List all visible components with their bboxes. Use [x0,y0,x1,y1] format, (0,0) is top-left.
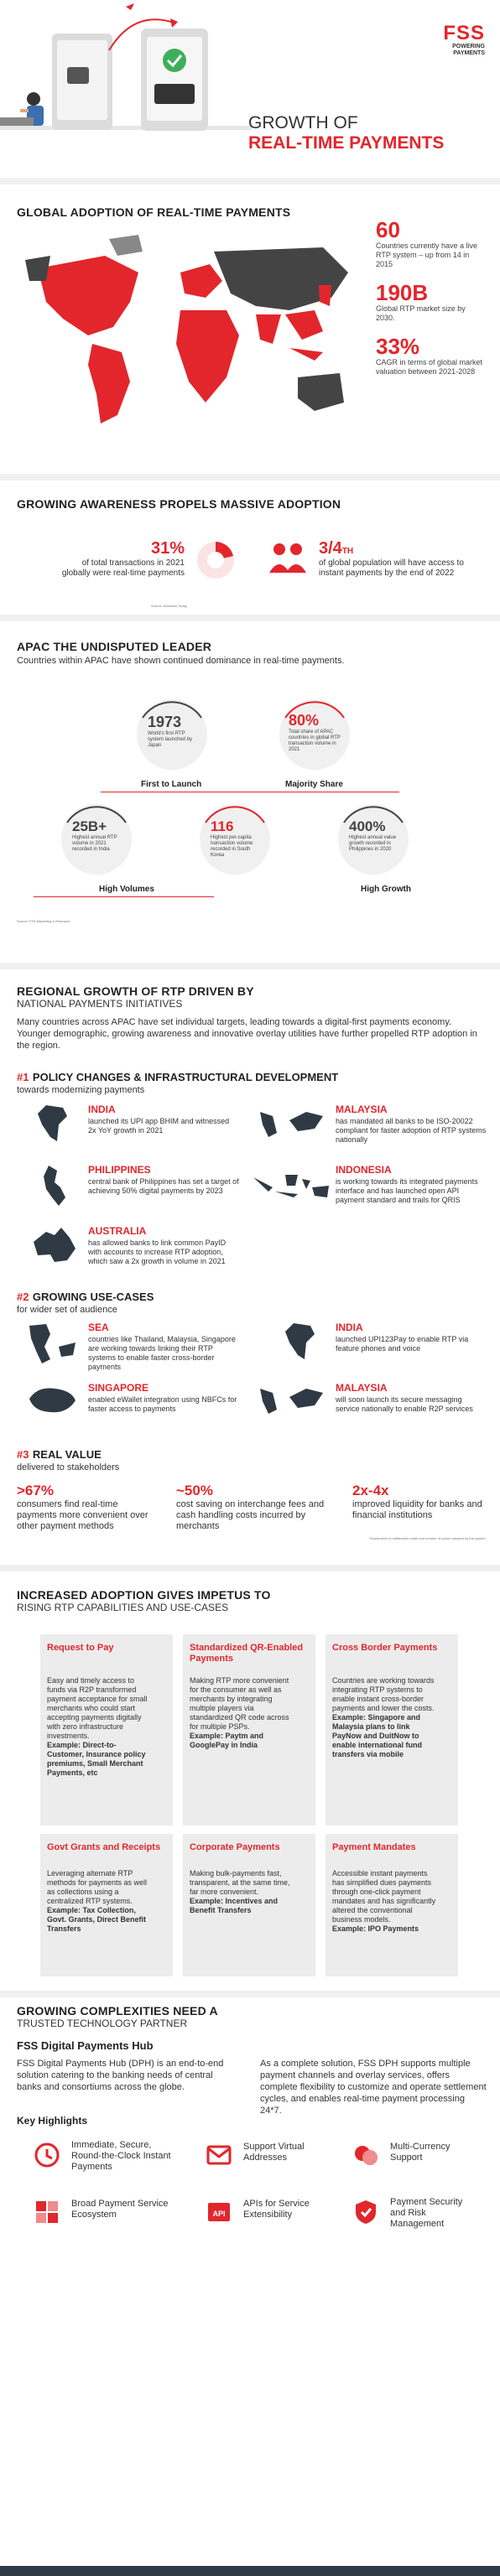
section-subtitle: towards modernizing payments [17,1085,145,1095]
bubble-value: 25B+ [72,818,107,834]
usecase-text: Accessible instant payments has simplified dues payments through one-click payment mandates and has significantly altered the conventional business models. [332,1869,436,1924]
impetus-subtitle: RISING RTP CAPABILITIES AND USE-CASES [17,1602,229,1613]
apac-subtitle: Countries within APAC have shown continued dominance in real-time payments. [17,656,345,666]
australia-map-icon [29,1225,80,1267]
global-adoption-section [0,184,500,474]
usecase-card [183,1634,315,1826]
source-note: Source: Business Today [151,604,187,608]
usecase-example: Example: Paytm and GooglePay in India [190,1732,264,1749]
highlight-label: Multi-Currency Support [390,2142,451,2163]
value-stat: >67% [17,1483,54,1498]
regional-intro: Many countries across APAC have set individual targets, leading towards a digital-first payments economy. Younger demographic, growing awareness and innovative overlay utilities have further propelled RTP adoption in the region. [17,1017,477,1051]
stat-text: of total transactions in 2021 globally were real-time payments [61,558,185,578]
section-number: #3 [17,1448,29,1461]
usecase-example: Example: IPO Payments [332,1924,419,1933]
country-text: enabled eWallet integration using NBFCs for faster access to payments [88,1395,237,1413]
usecase-example: Example: Singapore and Malaysia plans to link PayNow and DuitNow to enable international fund transfers via mobile [332,1713,423,1758]
india-map-icon [281,1322,323,1363]
pie-icon [195,539,237,581]
stat-text: CAGR in terms of global market valuation between 2021-2028 [376,358,483,376]
section-subtitle: for wider set of audience [17,1305,117,1315]
section-subtitle: delivered to stakeholders [17,1462,120,1472]
value-text: improved liquidity for banks and financial institutions [352,1499,482,1520]
country-name: INDIA [336,1322,363,1333]
complexities-section [0,1997,500,2566]
ecosystem-icon [34,2199,60,2225]
apac-label: First to Launch [141,780,202,789]
usecase-card [326,1834,458,1976]
usecase-example: Example: Direct-to-Customer, Insurance policy premiums, Small Merchant Payments, etc [47,1741,146,1777]
bubble-value: 116 [211,818,234,834]
india-map-icon [34,1104,76,1145]
usecase-title: Payment Mandates [332,1842,416,1852]
singapore-map-icon [25,1382,80,1420]
footer-bar [0,2566,500,2576]
source-note: Source: FSS Marketing & Research [17,919,70,923]
bubble-text: Highest annual RTP volume in 2021 recorded in India [72,835,117,852]
bubble-text: Highest annual value growth recorded in Philippines in 2020 [349,835,397,852]
impetus-title: INCREASED ADOPTION GIVES IMPETUS TO [17,1588,271,1602]
country-text: central bank of Philippines has set a target of achieving 50% digital payments by 2023 [88,1177,239,1195]
bubble-value: 400% [349,818,386,834]
value-stat: ~50% [176,1483,213,1498]
stat-value: 3/4 [319,539,342,558]
country-name: MALAYSIA [336,1382,388,1394]
stat-text: Countries currently have a live RTP system – up from 14 in 2015 [376,242,478,268]
stat-suffix: TH [341,547,354,556]
country-text: countries like Thailand, Malaysia, Singapore are working towards linking their RTP systems to enable faster cross-border payments [88,1335,236,1371]
usecase-card [40,1834,173,1976]
bubble-text: World's first RTP system launched by Japan [148,731,193,748]
stat-text: Global RTP market size by 2030. [376,304,466,322]
impetus-section [0,1571,500,1991]
usecase-title: Govt Grants and Receipts [47,1842,161,1852]
hub-text: FSS Digital Payments Hub (DPH) is an end-to-end solution catering to the banking needs of central banks and consortiums across the globe. [17,2059,224,2092]
awareness-section [0,480,500,615]
clock-icon [34,2142,60,2168]
value-text: cost saving on interchange fees and cash handling costs incurred by merchants [176,1499,325,1531]
global-title: GLOBAL ADOPTION OF REAL-TIME PAYMENTS [17,205,291,219]
usecase-card [326,1634,458,1826]
country-text: launched UPI123Pay to enable RTP via feature phones and voice [336,1335,469,1353]
section-number: #2 [17,1291,29,1303]
complexities-subtitle: TRUSTED TECHNOLOGY PARTNER [17,2018,188,2029]
usecase-text: Making RTP more convenient for the consumer as well as merchants by integrating multiple players via standardized QR code across for multiple PSPs. [190,1676,289,1731]
hub-text: As a complete solution, FSS DPH supports multiple payment channels and overlay services, offers complete flexibility to customize and operate settlement cycles, and enables real-time payment processing 24*7. [260,2059,487,2116]
sea-map-icon [21,1322,80,1368]
usecase-text: Leveraging alternate RTP methods for payments as well as collections using a centralized RTP systems. [47,1869,148,1905]
usecase-example: Example: Incentives and Benefit Transfers [190,1897,279,1914]
bubble-value: 1973 [148,714,182,730]
malaysia-map-icon [256,1384,327,1418]
country-text: has allowed banks to link common PayID with accounts to increase RTP adoption, which saw a 2x growth in volume in 2021 [88,1239,227,1265]
usecase-title: Corporate Payments [190,1842,280,1852]
bubble-value: 80% [289,712,320,729]
regional-title: REGIONAL GROWTH OF RTP DRIVEN BY [17,984,254,998]
section-title: GROWING USE-CASES [32,1291,154,1303]
complexities-title: GROWING COMPLEXITIES NEED A [17,2004,218,2018]
highlight-label: Broad Payment Service Ecosystem [71,2199,169,2220]
section-title: POLICY CHANGES & INFRASTRUCTURAL DEVELOPMENT [32,1071,339,1083]
people-icon [267,538,309,579]
usecase-card [40,1634,173,1826]
world-map-icon [13,235,365,453]
highlight-label: APIs for Service Extensibility [243,2199,310,2220]
apac-label: High Growth [361,885,411,894]
stat-value: 60 [376,217,400,242]
philippines-map-icon [34,1164,76,1210]
usecase-title: Request to Pay [47,1643,114,1653]
hero-illustration [0,0,252,178]
country-name: INDIA [88,1104,116,1115]
bubble-text: Total share of APAC countries in global RTP transaction volume in 2021 [289,730,341,752]
country-name: MALAYSIA [336,1104,388,1115]
country-name: SINGAPORE [88,1382,149,1394]
country-name: AUSTRALIA [88,1225,147,1237]
highlight-label: Support Virtual Addresses [243,2142,305,2163]
country-text: is working towards its integrated payments interface and has launched open API payment standard and trails for QRIS [336,1177,478,1204]
brand-logo: FSS [443,22,485,44]
bubble-text: Highest per-capita transaction volume recorded in South Korea [211,835,253,858]
brand-tagline: POWERING PAYMENTS [452,44,485,56]
address-icon [206,2142,232,2168]
api-icon [206,2199,232,2225]
stat-value: 190B [376,280,429,305]
country-text: has mandated all banks to be ISO-20022 compliant for faster adoption of RTP systems nationally [336,1117,487,1144]
highlight-label: Payment Security and Risk Management [390,2197,463,2229]
apac-label: Majority Share [285,780,343,789]
section-number: #1 [17,1071,29,1083]
usecase-text: Making bulk-payments fast, transparent, at the same time, far more convenient. [190,1869,290,1896]
header [0,0,500,178]
usecase-text: Easy and timely access to funds via R2P transformed payment acceptance for small merchants who could start accepting payments digitally with zero infrastructure investments. [47,1676,148,1740]
page-title-line-1: GROWTH OF [248,113,358,132]
country-name: SEA [88,1322,109,1333]
stat-text: of global population will have access to instant payments by the end of 2022 [319,558,464,578]
malaysia-map-icon [256,1108,327,1141]
security-icon [352,2199,379,2225]
indonesia-map-icon [252,1171,331,1204]
stat-value: 31% [150,539,185,558]
highlights-title: Key Highlights [17,2115,88,2127]
value-stat: 2x-4x [352,1483,389,1498]
hub-title: FSS Digital Payments Hub [17,2039,154,2052]
country-text: launched its UPI app BHIM and witnessed 2x YoY growth in 2021 [88,1117,230,1135]
page-title-line-2: REAL-TIME PAYMENTS [248,133,445,153]
apac-section [0,621,500,963]
apac-label: High Volumes [99,885,154,894]
country-text: will soon launch its secure messaging service nationally to enable R2P services [336,1395,473,1413]
usecase-example: Example: Tax Collection, Govt. Grants, Direct Benefit Transfers [47,1906,147,1933]
highlight-label: Immediate, Secure, Round-the-Clock Instant Payments [71,2140,171,2172]
usecase-text: Countries are working towards integrating RTP systems to enable instant cross-border payments and lower the costs. [332,1676,435,1712]
currency-icon [352,2142,379,2168]
apac-title: APAC THE UNDISPUTED LEADER [17,640,212,653]
footnote: *Dependent on settlement model and number of cycles adopted by the system [369,1536,486,1540]
awareness-title: GROWING AWARENESS PROPELS MASSIVE ADOPTION [17,497,341,511]
usecase-title: Standardized QR-Enabled Payments [190,1643,304,1664]
usecase-card [183,1834,315,1976]
regional-subtitle: NATIONAL PAYMENTS INITIATIVES [17,998,183,1010]
country-name: INDONESIA [336,1164,392,1176]
value-text: consumers find real-time payments more convenient over other payment methods [17,1499,148,1531]
usecase-title: Cross Border Payments [332,1643,438,1653]
svg-text:API: API [212,2210,226,2218]
section-title: REAL VALUE [32,1448,102,1461]
stat-value: 33% [376,334,420,359]
country-name: PHILIPPINES [88,1164,151,1176]
